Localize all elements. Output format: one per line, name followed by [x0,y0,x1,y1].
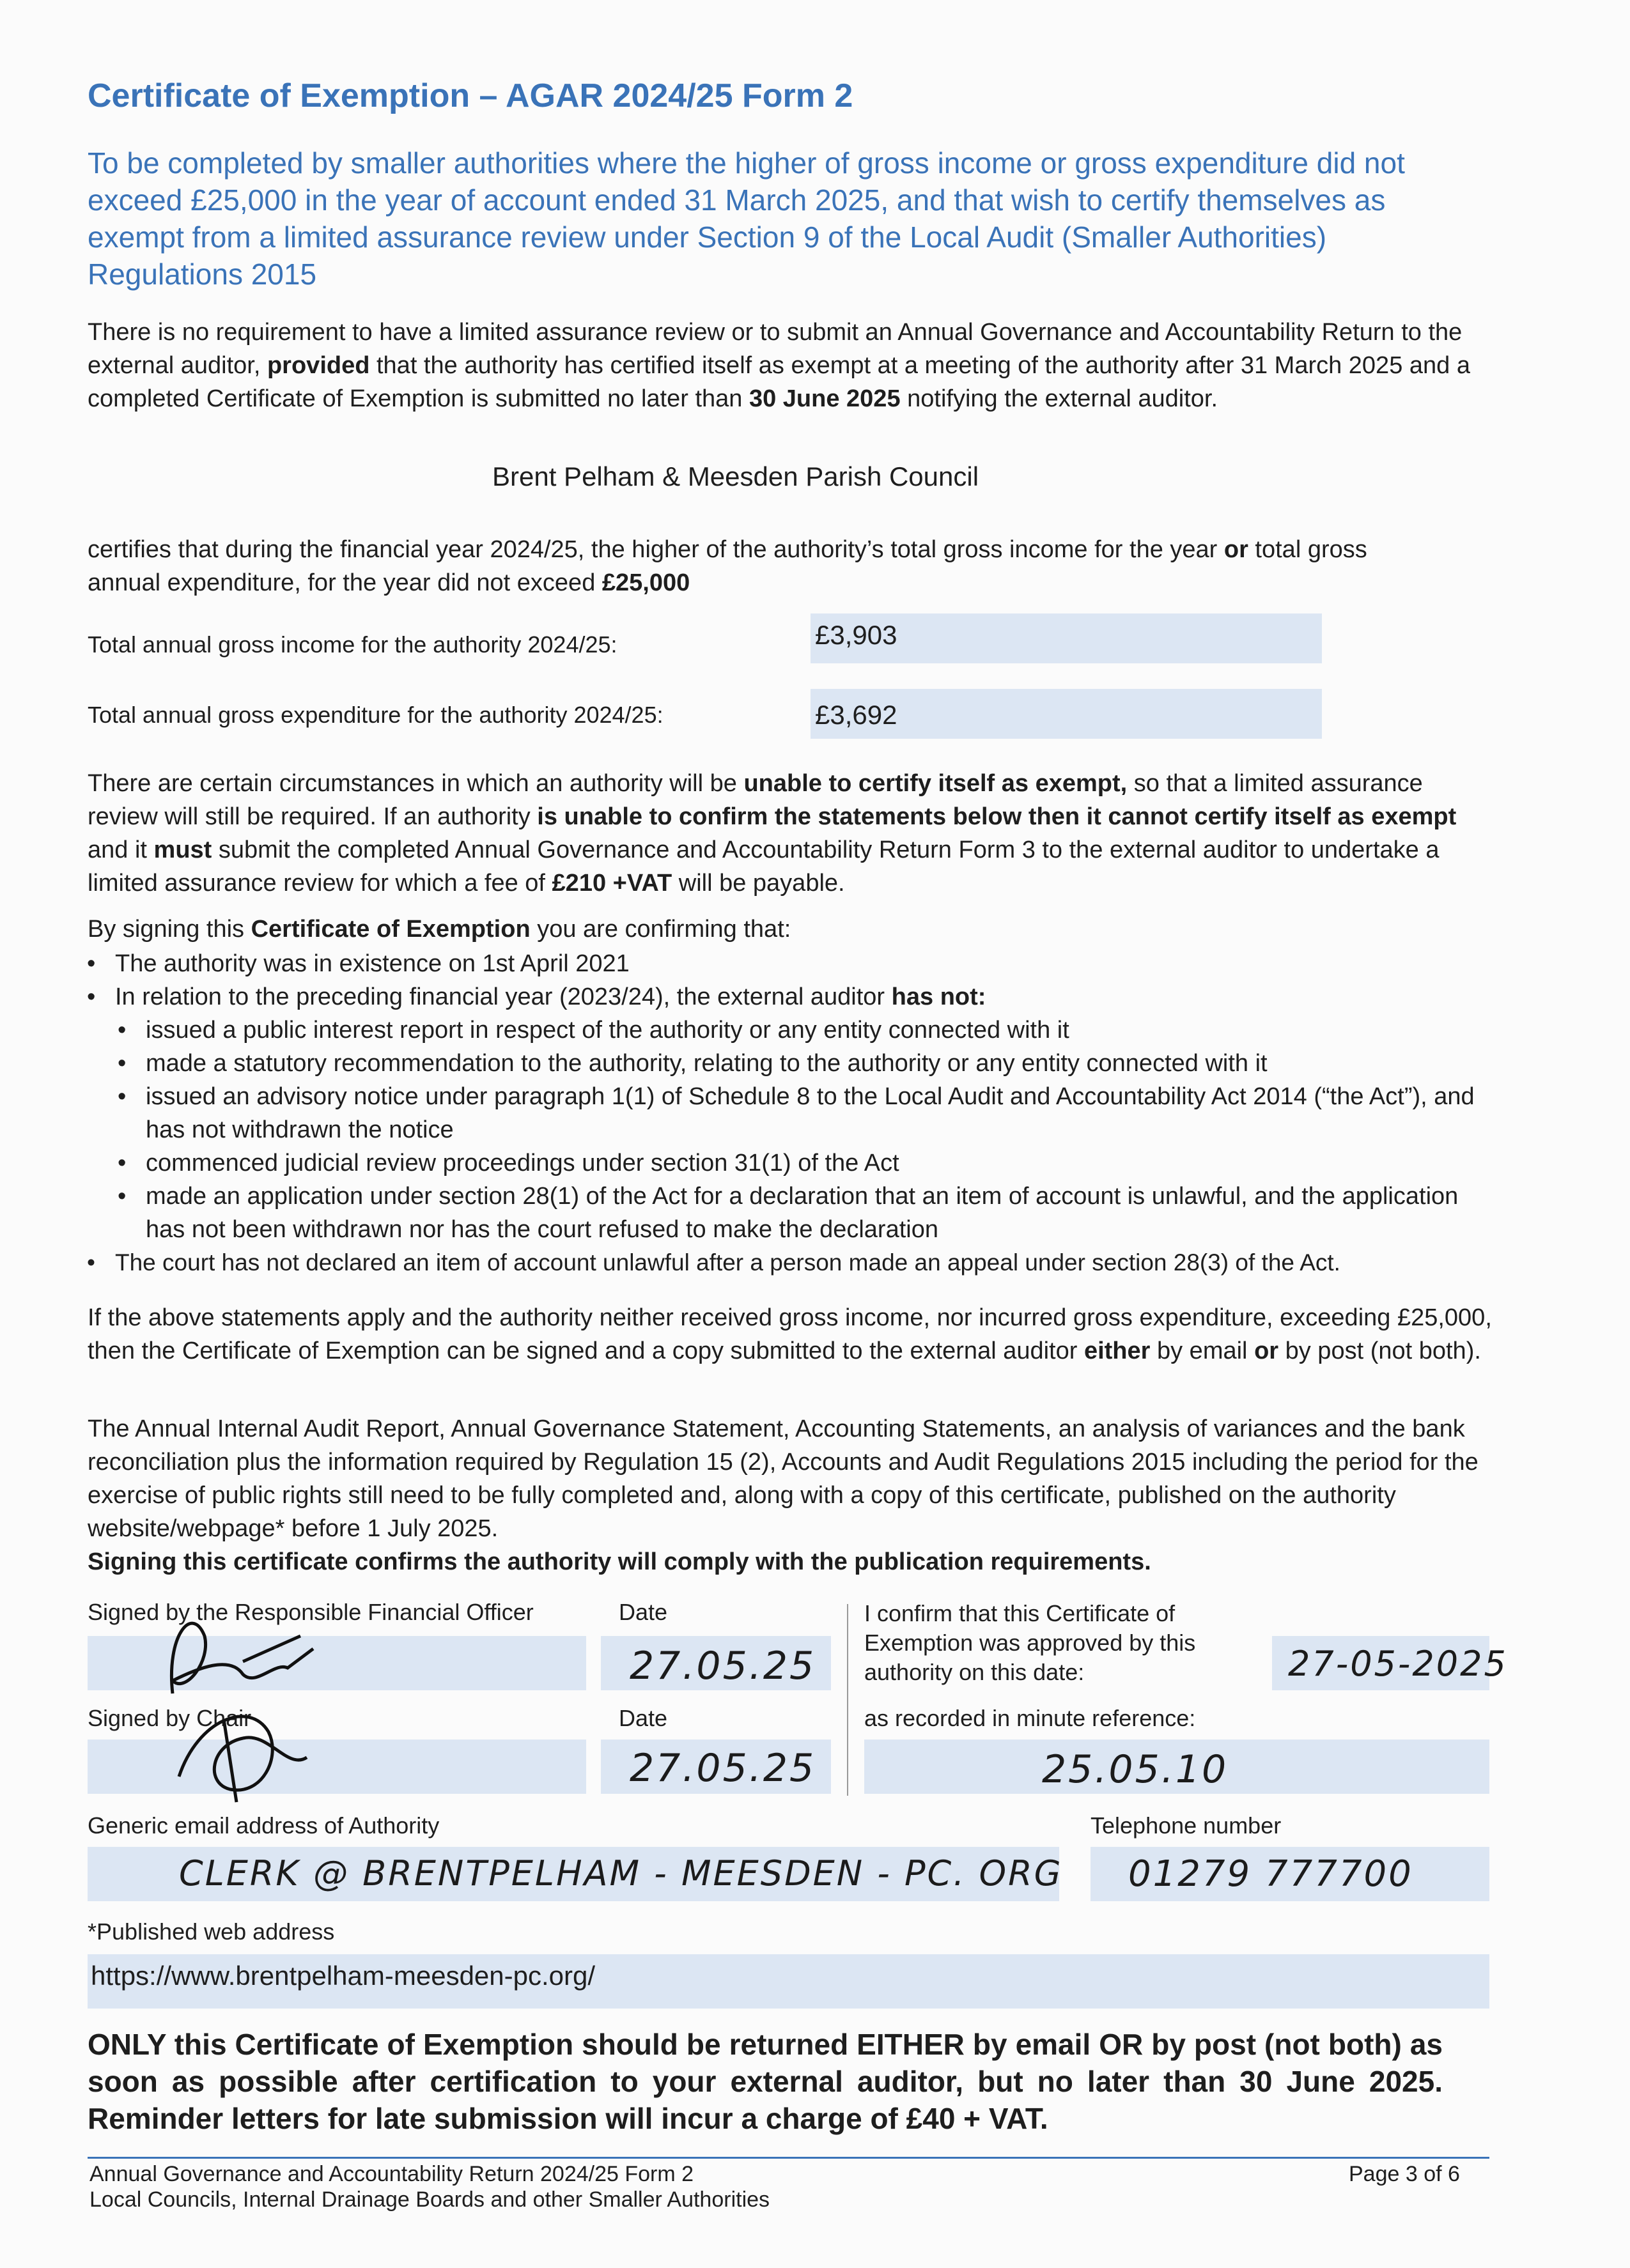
sub-statement: • made a statutory recommendation to the authority, relating to the authority or any entity connected with it [114,1047,1502,1080]
requirement-paragraph: There is no requirement to have a limited assurance review or to submit an Annual Governance and Accountability Return to the external auditor, provided that the authority has certified itself as exempt at a meeting of the authority after 31 March 2025 and a completed Certificate of Exemption is submitted no later than 30 June 2025 notifying the external auditor. [88,319,1470,412]
chair-date-label: Date [619,1705,668,1731]
signing-intro: By signing this Certificate of Exemption you are confirming that: [88,916,791,943]
email-label: Generic email address of Authority [88,1812,440,1839]
chair-signature-mark [160,1693,326,1821]
confirm-label: I confirm that this Certificate of Exemption was approved by this authority on this date: [864,1600,1196,1685]
statement-auditor: • In relation to the preceding financial year (2023/24), the external auditor has not: [83,980,1502,1014]
footer-line-1: Annual Governance and Accountability Return 2024/25 Form 2 [89,2162,694,2186]
expenditure-value: £3,692 [815,700,897,730]
sub-statement: • issued an advisory notice under paragraph 1(1) of Schedule 8 to the Local Audit and Accountability Act 2014 (“the Act”), and has not withdrawn the notice [114,1080,1502,1146]
income-value: £3,903 [815,620,897,650]
circumstances-paragraph: There are certain circumstances in which an authority will be unable to certify itself as exempt, so that a limited assurance review will still be required. If an authority is unable to confirm the statements below then it cannot certify itself as exempt and it must submit the completed Annual Governance and Accountability Return Form 3 to the external auditor to undertake a limited assurance review for which a fee of £210 +VAT will be payable. [88,770,1457,897]
intro-text: To be completed by smaller authorities where the higher of gross income or gross expenditure did not exceed £25,000 in the year of account ended 31 March 2025, and that wish to certify themselves as exempt from a limited assurance review under Section 9 of the Local Audit (Smaller Authorities) Regulations 2015 [88,146,1405,291]
phone-value: 01279 777700 [1128,1853,1413,1895]
signature-divider [847,1604,848,1796]
page-title: Certificate of Exemption – AGAR 2024/25 Form 2 [88,77,853,114]
web-label: *Published web address [88,1918,335,1945]
approved-date-value: 27-05-2025 [1288,1644,1508,1684]
minute-label: as recorded in minute reference: [864,1705,1196,1731]
rfo-date-label: Date [619,1599,668,1625]
page-number: Page 3 of 6 [1349,2162,1460,2186]
submission-warning: ONLY this Certificate of Exemption should be returned EITHER by email OR by post (not both) as soon as possible after certification to your external auditor, but no later than 30 June 2025. Reminder letters for late submission will incur a charge of £40 + VAT. [88,2028,1443,2135]
chair-date-value: 27.05.25 [630,1746,816,1791]
certifies-paragraph: certifies that during the financial year 2024/25, the higher of the authority’s total gross income for the year or total gross annual expenditure, for the year did not exceed £25,000 [88,536,1367,596]
sub-statement: • made an application under section 28(1) of the Act for a declaration that an item of account is unlawful, and the application has not been withdrawn nor has the court refused to make the declaration [114,1180,1502,1246]
rfo-signature-label: Signed by the Responsible Financial Officer [88,1599,534,1625]
minute-ref-value: 25.05.10 [1042,1747,1229,1792]
authority-name: Brent Pelham & Meesden Parish Council [492,461,979,491]
apply-paragraph: If the above statements apply and the authority neither received gross income, nor incurred gross expenditure, exceeding £25,000, then the Certificate of Exemption can be signed and a copy submitted to the external auditor either by email or by post (not both). [88,1304,1492,1364]
sub-statement: • issued a public interest report in respect of the authority or any entity connected with it [114,1014,1502,1047]
chair-signature-label: Signed by Chair [88,1705,252,1731]
web-value: https://www.brentpelham-meesden-pc.org/ [91,1961,596,1991]
publication-paragraph: The Annual Internal Audit Report, Annual Governance Statement, Accounting Statements, an analysis of variances and the bank reconciliation plus the information required by Regulation 15 (2), Accounts and Audit Regulations 2015 including the period for the exercise of public rights still need to be fully completed and, along with a copy of this certificate, published on the authority website/webpage* before 1 July 2025. Signing this certificate confirms the authority will comply with the publication requirements. [88,1416,1479,1575]
phone-label: Telephone number [1091,1812,1282,1839]
email-value: CLERK @ BRENTPELHAM - MEESDEN - PC. ORG [179,1853,1063,1894]
expenditure-label: Total annual gross expenditure for the authority 2024/25: [88,702,664,728]
footer-line-2: Local Councils, Internal Drainage Boards and other Smaller Authorities [89,2187,770,2212]
statement-existence: • The authority was in existence on 1st April 2021 [83,947,1502,980]
income-label: Total annual gross income for the authority 2024/25: [88,631,617,658]
footer-rule [88,2157,1489,2159]
statement-court: • The court has not declared an item of account unlawful after a person made an appeal under section 28(3) of the Act. [83,1246,1502,1279]
sub-statement: • commenced judicial review proceedings under section 31(1) of the Act [114,1146,1502,1180]
statements-list [83,947,1502,1279]
rfo-date-value: 27.05.25 [630,1644,816,1688]
